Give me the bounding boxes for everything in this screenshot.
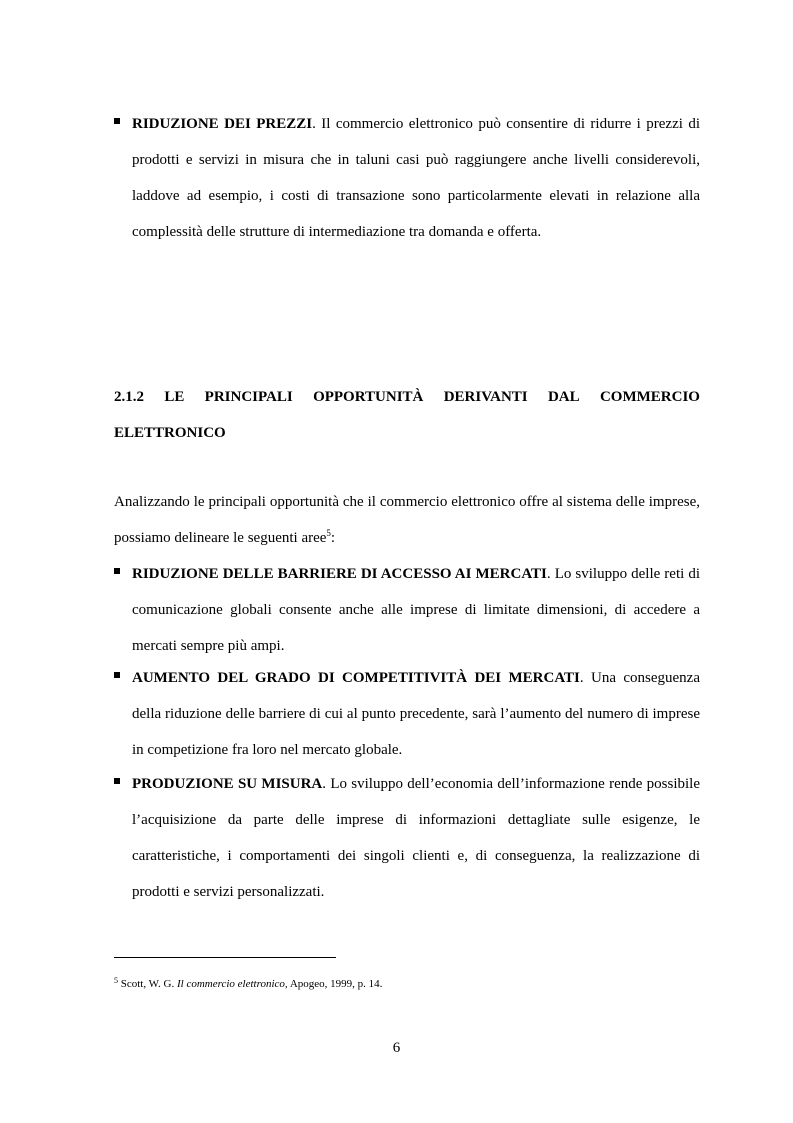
footnote-title: Il commercio elettronico	[176, 978, 285, 990]
bullet-paragraph	[132, 660, 700, 768]
section-title-word: DERIVANTI	[443, 389, 528, 405]
bullet-lead: AUMENTO DEL GRADO DI COMPETITIVITÀ DEI MERCATI	[132, 670, 580, 686]
bullet-produzione-misura	[114, 766, 700, 910]
bullet-square-icon	[114, 672, 120, 678]
intro-text-after: :	[330, 530, 336, 546]
page-number: 6	[392, 1040, 401, 1056]
section-heading-line1	[114, 379, 700, 415]
footnote-rest: , Apogeo, 1999, p. 14.	[284, 978, 383, 990]
bullet-body: . Lo sviluppo delle reti di comunicazione globali consente anche alle imprese di limitate dimensioni, di accedere a mercati sempre più ampi.	[132, 566, 701, 654]
section-number: 2.1.2	[114, 389, 144, 405]
intro-paragraph-block	[114, 484, 700, 556]
bullet-square-icon	[114, 568, 120, 574]
bullet-riduzione-barriere	[114, 556, 700, 664]
bullet-body: . Il commercio elettronico può consentire di ridurre i prezzi di prodotti e servizi in misura che in taluni casi può raggiungere anche livelli considerevoli, laddove ad esempio, i costi di transazione sono particolarmente elevati in relazione alla complessità delle strutture di intermediazione tra domanda e offerta.	[132, 116, 700, 240]
footnote	[114, 976, 382, 992]
footnote-separator	[114, 957, 336, 958]
bullet-lead: PRODUZIONE SU MISURA	[132, 776, 323, 792]
bullet-paragraph	[132, 766, 700, 910]
section-title-word: COMMERCIO	[599, 389, 700, 405]
section-title-word: LE	[164, 389, 185, 405]
bullet-paragraph	[132, 556, 700, 664]
footnote-author: Scott, W. G.	[120, 978, 177, 990]
bullet-body: . Lo sviluppo dell’economia dell’informazione rende possibile l’acquisizione da parte delle imprese di informazioni dettagliate sulle esigenze, le caratteristiche, i comportamenti dei singoli clienti e, di conseguenza, la realizzazione di prodotti e servizi personalizzati.	[132, 776, 701, 900]
section-heading	[114, 379, 700, 451]
bullet-aumento-competitivita	[114, 660, 700, 768]
footnote-number: 5	[114, 976, 118, 985]
bullet-body: . Una conseguenza della riduzione delle barriere di cui al punto precedente, sarà l’aumento del numero di imprese in competizione fra loro nel mercato globale.	[132, 670, 700, 758]
footnote-reference: 5	[326, 528, 331, 538]
bullet-square-icon	[114, 778, 120, 784]
bullet-square-icon	[114, 118, 120, 124]
intro-paragraph	[114, 484, 700, 556]
bullet-riduzione-prezzi	[114, 106, 700, 250]
section-title-word: OPPORTUNITÀ	[313, 389, 424, 405]
section-heading-line2: ELETTRONICO	[114, 425, 226, 441]
section-title-word: DAL	[547, 389, 580, 405]
bullet-lead: RIDUZIONE DEI PREZZI	[132, 116, 313, 132]
intro-text: Analizzando le principali opportunità che il commercio elettronico offre al sistema delle imprese, possiamo delineare le seguenti aree	[114, 494, 700, 546]
bullet-lead: RIDUZIONE DELLE BARRIERE DI ACCESSO AI MERCATI	[132, 566, 547, 582]
bullet-paragraph	[132, 106, 700, 250]
section-title-word: PRINCIPALI	[204, 389, 293, 405]
